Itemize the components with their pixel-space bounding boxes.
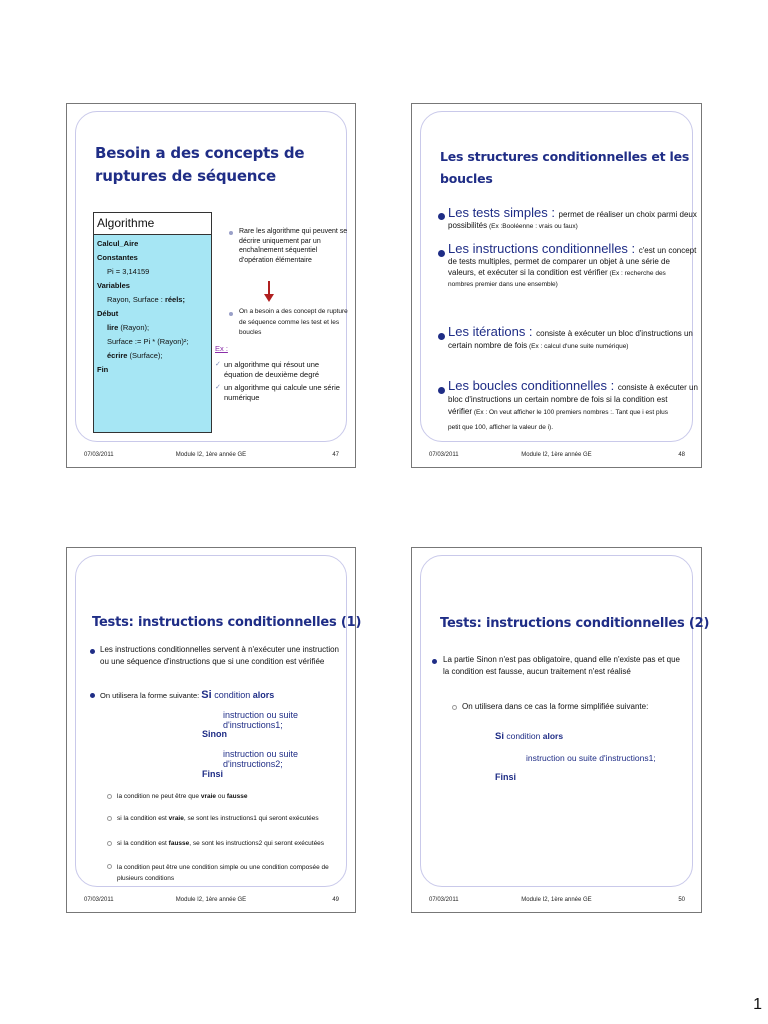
sub-bold: fausse bbox=[226, 793, 248, 800]
algo-variables: Variables bbox=[97, 281, 130, 290]
instruction-1: instruction ou suite d'instructions1; bbox=[526, 753, 656, 763]
instruction-1: instruction ou suite d'instructions1; bbox=[223, 710, 299, 730]
item-instructions-conditionnelles bbox=[448, 243, 696, 290]
slide-48 bbox=[411, 103, 702, 468]
slide-footer bbox=[412, 897, 701, 905]
item-heading: Les itérations : bbox=[448, 324, 537, 339]
line: enchaînement séquentiel bbox=[239, 247, 318, 254]
line: numérique bbox=[224, 393, 260, 402]
lire-arg: (Rayon); bbox=[118, 323, 150, 332]
slide-title bbox=[440, 146, 689, 190]
footer-date: 07/03/2011 bbox=[429, 452, 459, 458]
slide-title: Tests: instructions conditionnelles (2) bbox=[440, 616, 710, 631]
example-2 bbox=[224, 383, 340, 403]
item-example: (Ex : On veut afficher le 100 premiers nombres :. Tant que i est plus bbox=[472, 409, 668, 416]
algo-debut: Début bbox=[97, 309, 119, 318]
bullet-text-2 bbox=[239, 307, 348, 339]
line: de séquence comme les test et les bbox=[239, 318, 340, 326]
vars-text: Rayon, Surface : bbox=[107, 295, 165, 304]
title-line: boucles bbox=[440, 171, 493, 186]
algo-lire bbox=[107, 323, 149, 332]
item-text: bloc d'instructions un certain nombre de fois si la condition est bbox=[448, 395, 668, 404]
item-heading: Les boucles conditionnelles : bbox=[448, 378, 618, 393]
line: équation de deuxième degré bbox=[224, 370, 320, 379]
vars-type: réels; bbox=[164, 295, 185, 304]
item-text: vérifier bbox=[448, 407, 473, 416]
example-label: Ex : bbox=[215, 344, 228, 353]
line: On a besoin a des concept de rupture bbox=[239, 308, 348, 315]
bullet-dot bbox=[229, 231, 233, 235]
keyword-finsi: Finsi bbox=[202, 769, 224, 779]
sub-bold: fausse bbox=[168, 840, 190, 847]
item-example: (Ex :Booléenne : vrais ou faux) bbox=[487, 223, 578, 230]
checkmark-icon: ✓ bbox=[215, 361, 221, 368]
bullet-dot bbox=[229, 312, 233, 316]
bullet-text-1 bbox=[443, 654, 680, 678]
algorithm-box bbox=[93, 212, 212, 433]
bullet-dot bbox=[438, 213, 445, 220]
algo-ecrire bbox=[107, 351, 162, 360]
line bbox=[448, 326, 693, 340]
bullet-dot bbox=[438, 387, 445, 394]
keyword-alors: alors bbox=[252, 690, 275, 700]
item-tests-simples bbox=[448, 207, 697, 232]
bullet-text-1 bbox=[100, 644, 339, 668]
slide-title: Tests: instructions conditionnelles (1) bbox=[92, 615, 362, 630]
sub-text: ou bbox=[216, 793, 227, 800]
slide-footer bbox=[412, 452, 701, 460]
keyword-condition: condition bbox=[211, 690, 253, 700]
line: un algorithme qui calcule une série bbox=[224, 383, 340, 392]
slide-footer bbox=[67, 452, 355, 460]
footer-module: Module I2, 1ère année GE bbox=[175, 897, 247, 903]
item-text: consiste à exécuter un bbox=[617, 383, 698, 392]
instruction-2: instruction ou suite d'instructions2; bbox=[223, 749, 299, 769]
keyword-alors: alors bbox=[542, 731, 564, 741]
item-text: de tests multiples, permet de comparer un objet à une série de bbox=[448, 257, 670, 266]
keyword-sinon: Sinon bbox=[202, 729, 227, 739]
footer-page-number: 48 bbox=[678, 452, 685, 458]
keyword-si: Si bbox=[495, 731, 504, 742]
form-lead: On utilisera la forme suivante: bbox=[100, 691, 202, 700]
bullet-text-1 bbox=[239, 227, 347, 265]
sub-item-4 bbox=[117, 862, 329, 884]
ecrire-keyword: écrire bbox=[107, 351, 128, 360]
algo-name: Calcul_Aire bbox=[97, 239, 139, 248]
slide-footer bbox=[67, 897, 355, 905]
item-example: (Ex : calcul d'une suite numérique) bbox=[527, 343, 629, 350]
sub-item-3 bbox=[117, 839, 324, 849]
sub-bullet-icon bbox=[452, 705, 457, 710]
footer-date: 07/03/2011 bbox=[429, 897, 459, 903]
item-text: consiste à exécuter un bloc d'instructions un bbox=[536, 329, 693, 338]
algo-constantes: Constantes bbox=[97, 253, 138, 262]
item-text: c'est un concept bbox=[638, 246, 697, 255]
sub-item-1: On utilisera dans ce cas la forme simplifiée suivante: bbox=[462, 702, 649, 711]
line: la condition est fausse, aucun traitement n'est réalisé bbox=[443, 667, 631, 676]
sub-text: , se sont les instructions2 qui seront exécutées bbox=[189, 840, 325, 847]
sub-text: la condition ne peut être que bbox=[117, 793, 201, 800]
line bbox=[448, 207, 697, 220]
sub-bold: vraie bbox=[200, 793, 217, 800]
footer-page-number: 47 bbox=[332, 452, 339, 458]
algo-fin: Fin bbox=[97, 365, 109, 374]
line: décrire uniquement par un bbox=[239, 237, 321, 245]
checkmark-icon: ✓ bbox=[215, 384, 221, 391]
keyword-finsi: Finsi bbox=[495, 772, 517, 782]
sub-bullet-icon bbox=[107, 864, 112, 869]
algo-vars bbox=[107, 295, 185, 304]
slide-frame bbox=[420, 555, 693, 887]
sub-item-1 bbox=[117, 792, 247, 802]
bullet-text-2 bbox=[100, 689, 274, 702]
sub-bullet-icon bbox=[107, 841, 112, 846]
title-line: ruptures de séquence bbox=[95, 167, 276, 185]
line: Rare les algorithme qui peuvent se bbox=[239, 228, 348, 235]
line: d'opération élémentaire bbox=[239, 256, 312, 264]
line: Les instructions conditionnelles servent à n'exécuter une instruction bbox=[100, 645, 339, 654]
footer-page-number: 49 bbox=[332, 897, 339, 903]
sub-bullet-icon bbox=[107, 816, 112, 821]
footer-date: 07/03/2011 bbox=[84, 452, 114, 458]
title-line: Besoin a des concepts de bbox=[95, 144, 305, 162]
bullet-dot bbox=[432, 659, 437, 664]
lire-keyword: lire bbox=[107, 323, 119, 332]
line: un algorithme qui résout une bbox=[224, 360, 320, 369]
line bbox=[448, 220, 697, 232]
example-1 bbox=[224, 360, 319, 380]
footer-module: Module I2, 1ère année GE bbox=[521, 897, 592, 903]
line: La partie Sinon n'est pas obligatoire, quand elle n'existe pas et que bbox=[443, 655, 680, 664]
algo-pi: Pi = 3,14159 bbox=[107, 267, 150, 276]
line bbox=[448, 406, 698, 419]
line: plusieurs conditions bbox=[117, 875, 175, 882]
item-heading: Les instructions conditionnelles : bbox=[448, 241, 639, 256]
sub-bold: vraie bbox=[168, 815, 184, 822]
document-page-number: 1 bbox=[753, 996, 762, 1013]
line bbox=[448, 267, 696, 279]
title-line: Les structures conditionnelles et les bbox=[440, 149, 690, 164]
footer-date: 07/03/2011 bbox=[84, 897, 114, 903]
item-iterations bbox=[448, 326, 693, 353]
bullet-dot bbox=[90, 649, 95, 654]
line bbox=[448, 243, 696, 256]
keyword-condition: condition bbox=[503, 731, 543, 741]
slide-49 bbox=[66, 547, 362, 913]
slide-50 bbox=[411, 547, 710, 913]
bullet-dot bbox=[90, 693, 95, 698]
ecrire-arg: (Surface); bbox=[127, 351, 163, 360]
sub-bullet-icon bbox=[107, 794, 112, 799]
item-boucles-conditionnelles bbox=[448, 380, 698, 434]
sub-text: si la condition est bbox=[117, 840, 169, 847]
sub-item-2 bbox=[117, 814, 319, 824]
footer-module: Module I2, 1ère année GE bbox=[175, 452, 247, 458]
item-example: (Ex : recherche des bbox=[607, 270, 666, 277]
line bbox=[448, 380, 698, 394]
line: ou une séquence d'instructions que si une condition est vérifiée bbox=[100, 657, 325, 666]
footer-module: Module I2, 1ère année GE bbox=[521, 452, 592, 458]
item-example: petit que 100, afficher la valeur de i). bbox=[448, 424, 554, 431]
line bbox=[448, 340, 693, 353]
footer-page-number: 50 bbox=[678, 897, 685, 903]
item-heading: Les tests simples : bbox=[448, 205, 559, 220]
sub-text: , se sont les instructions1 qui seront exécutées bbox=[183, 815, 319, 822]
arrow-down-icon bbox=[263, 281, 275, 303]
item-text: permet de réaliser un choix parmi deux bbox=[558, 210, 697, 219]
keyword-si: Si bbox=[201, 689, 212, 701]
slide-47 bbox=[66, 103, 356, 468]
item-text: valeurs, et exécuter si la condition est vérifier bbox=[448, 268, 608, 277]
item-example: nombres premier dans une ensemble) bbox=[448, 281, 558, 288]
algo-surface: Surface := Pi * (Rayon)²; bbox=[107, 337, 189, 346]
form-line-si bbox=[495, 731, 563, 742]
algorithm-header: Algorithme bbox=[94, 213, 211, 235]
bullet-dot bbox=[438, 250, 445, 257]
slide-title bbox=[95, 142, 304, 188]
item-text: possibilités bbox=[448, 221, 488, 230]
line: boucles bbox=[239, 329, 262, 336]
line: la condition peut être une condition simple ou une condition composée de bbox=[117, 864, 329, 871]
bullet-dot bbox=[438, 333, 445, 340]
item-text: certain nombre de fois bbox=[448, 341, 528, 350]
sub-text: si la condition est bbox=[117, 815, 169, 822]
